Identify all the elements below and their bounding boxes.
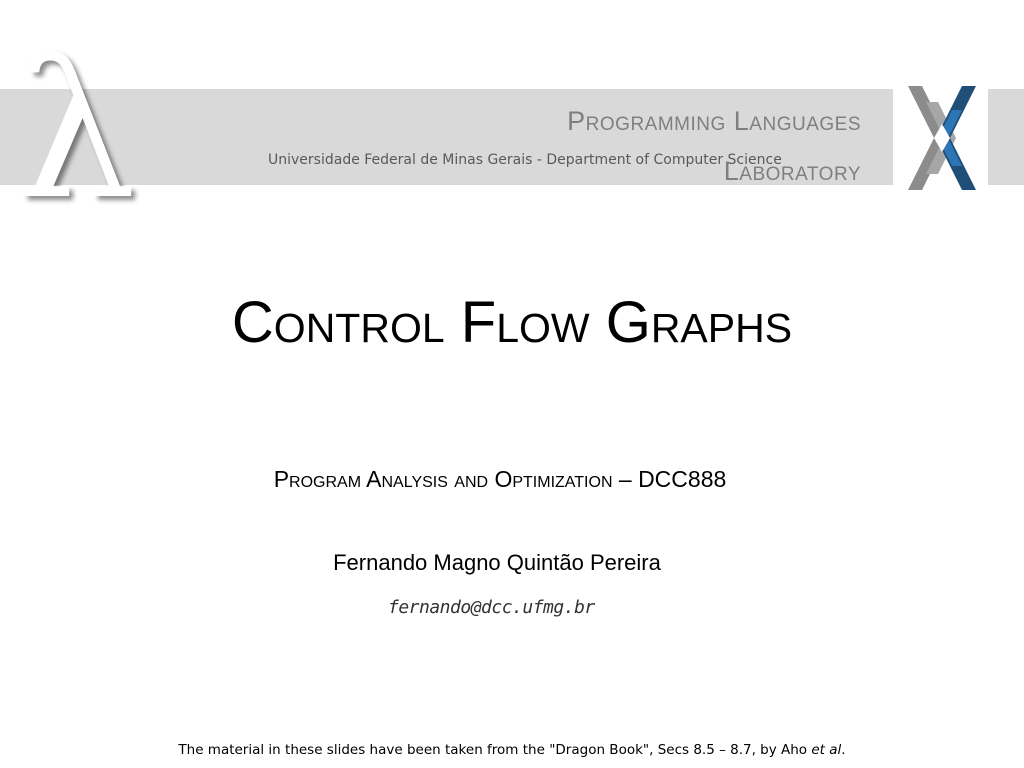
footnote-italic: et al [811,742,842,758]
slide-title: Control Flow Graphs [231,290,793,355]
source-footnote [0,740,1024,760]
lambda-logo-icon: λ [16,20,137,241]
slide-subtitle: Program Analysis and Optimization – DCC888 [273,466,727,492]
header-band-right [988,89,1024,185]
author-name: Fernando Magno Quintão Pereira [333,550,661,575]
ufmg-diamond-logo-icon [904,80,980,196]
footnote-period: . [841,742,846,758]
author-email-handwritten: fernando@dcc.ufmg.br [388,597,595,618]
lab-title [241,96,861,146]
lab-title-line2: Laboratory [723,156,861,186]
lab-title-line1: Programming Languages [567,106,861,136]
footnote-text: The material in these slides have been taken from the "Dragon Book", Secs 8.5 – 8.7, by Aho [178,742,812,758]
institution-line: Universidade Federal de Minas Gerais - Department of Computer Science [268,152,782,168]
